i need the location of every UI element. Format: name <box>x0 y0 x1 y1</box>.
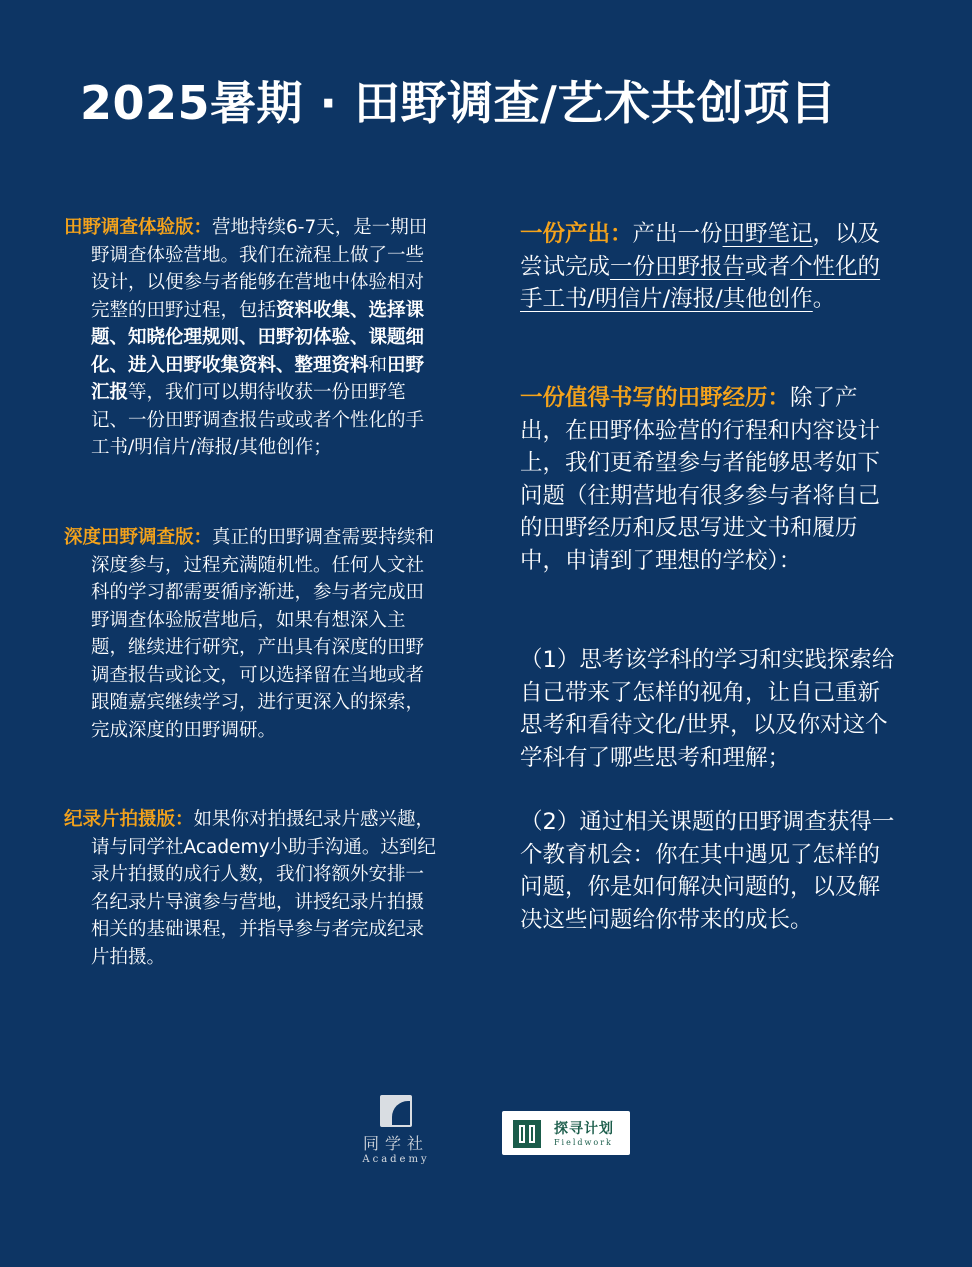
page-title: 2025暑期 · 田野调查/艺术共创项目 <box>80 76 837 130</box>
section-label: 田野调查体验版： <box>64 217 213 238</box>
section-field-experience: 田野调查体验版：营地持续6-7天，是一期田野调查体验营地。我们在流程上做了一些设计，以便参与者能够在营地中体验相对完整的田野过程，包括资料收集、选择课题、知晓伦理规则、田野初体验、课题细化、进入田野收集资料、整理资料和田野汇报等，我们可以期待收获一份田野笔记、一份田野调查报告或或者个性化的手工书/明信片/海报/其他创作； <box>64 217 428 458</box>
section-label: 纪录片拍摄版： <box>64 809 194 830</box>
academy-logo: 同学社 Academy <box>356 1095 436 1167</box>
section-deep-field: 深度田野调查版：真正的田野调查需要持续和深度参与，过程充满随机性。任何人文社科的学习都需要循序渐进，参与者完成田野调查体验版营地后，如果有想深入主题，继续进行研究，产出具有深度的田野调查报告或论文，可以选择留在当地或者跟随嘉宾继续学习，进行更深入的探索，完成深度的田野调研。 <box>64 527 435 741</box>
section-output: 一份产出：产出一份田野笔记，以及尝试完成一份田野报告或者个性化的手工书/明信片/海报/其他创作。 <box>520 221 881 312</box>
fieldwork-logo: 探寻计划 Fieldwork <box>502 1111 630 1155</box>
section-label: 一份产出： <box>520 221 633 247</box>
question-2: （2）通过相关课题的田野调查获得一个教育机会：你在其中遇见了怎样的问题，你是如何解决问题的，以及解决这些问题给你带来的成长。 <box>520 809 895 933</box>
section-label: 一份值得书写的田野经历： <box>520 385 791 411</box>
academy-logo-icon <box>380 1095 412 1127</box>
footer-logos <box>0 1095 972 1185</box>
question-1: （1）思考该学科的学习和实践探索给自己带来了怎样的视角，让自己重新思考和看待文化/世界，以及你对这个学科有了哪些思考和理解； <box>520 647 895 771</box>
section-label: 深度田野调查版： <box>64 527 213 548</box>
section-documentary: 纪录片拍摄版：如果你对拍摄纪录片感兴趣，请与同学社Academy小助手沟通。达到纪录片拍摄的成行人数，我们将额外安排一名纪录片导演参与营地，讲授纪录片拍摄相关的基础课程，并指导参与者完成纪录片拍摄。 <box>64 809 436 968</box>
section-experience: 一份值得书写的田野经历：除了产出，在田野体验营的行程和内容设计上，我们更希望参与者能够思考如下问题（往期营地有很多参与者将自己的田野经历和反思写进文书和履历中，申请到了理想的学校）： <box>520 385 881 574</box>
fieldwork-logo-icon <box>512 1119 542 1149</box>
